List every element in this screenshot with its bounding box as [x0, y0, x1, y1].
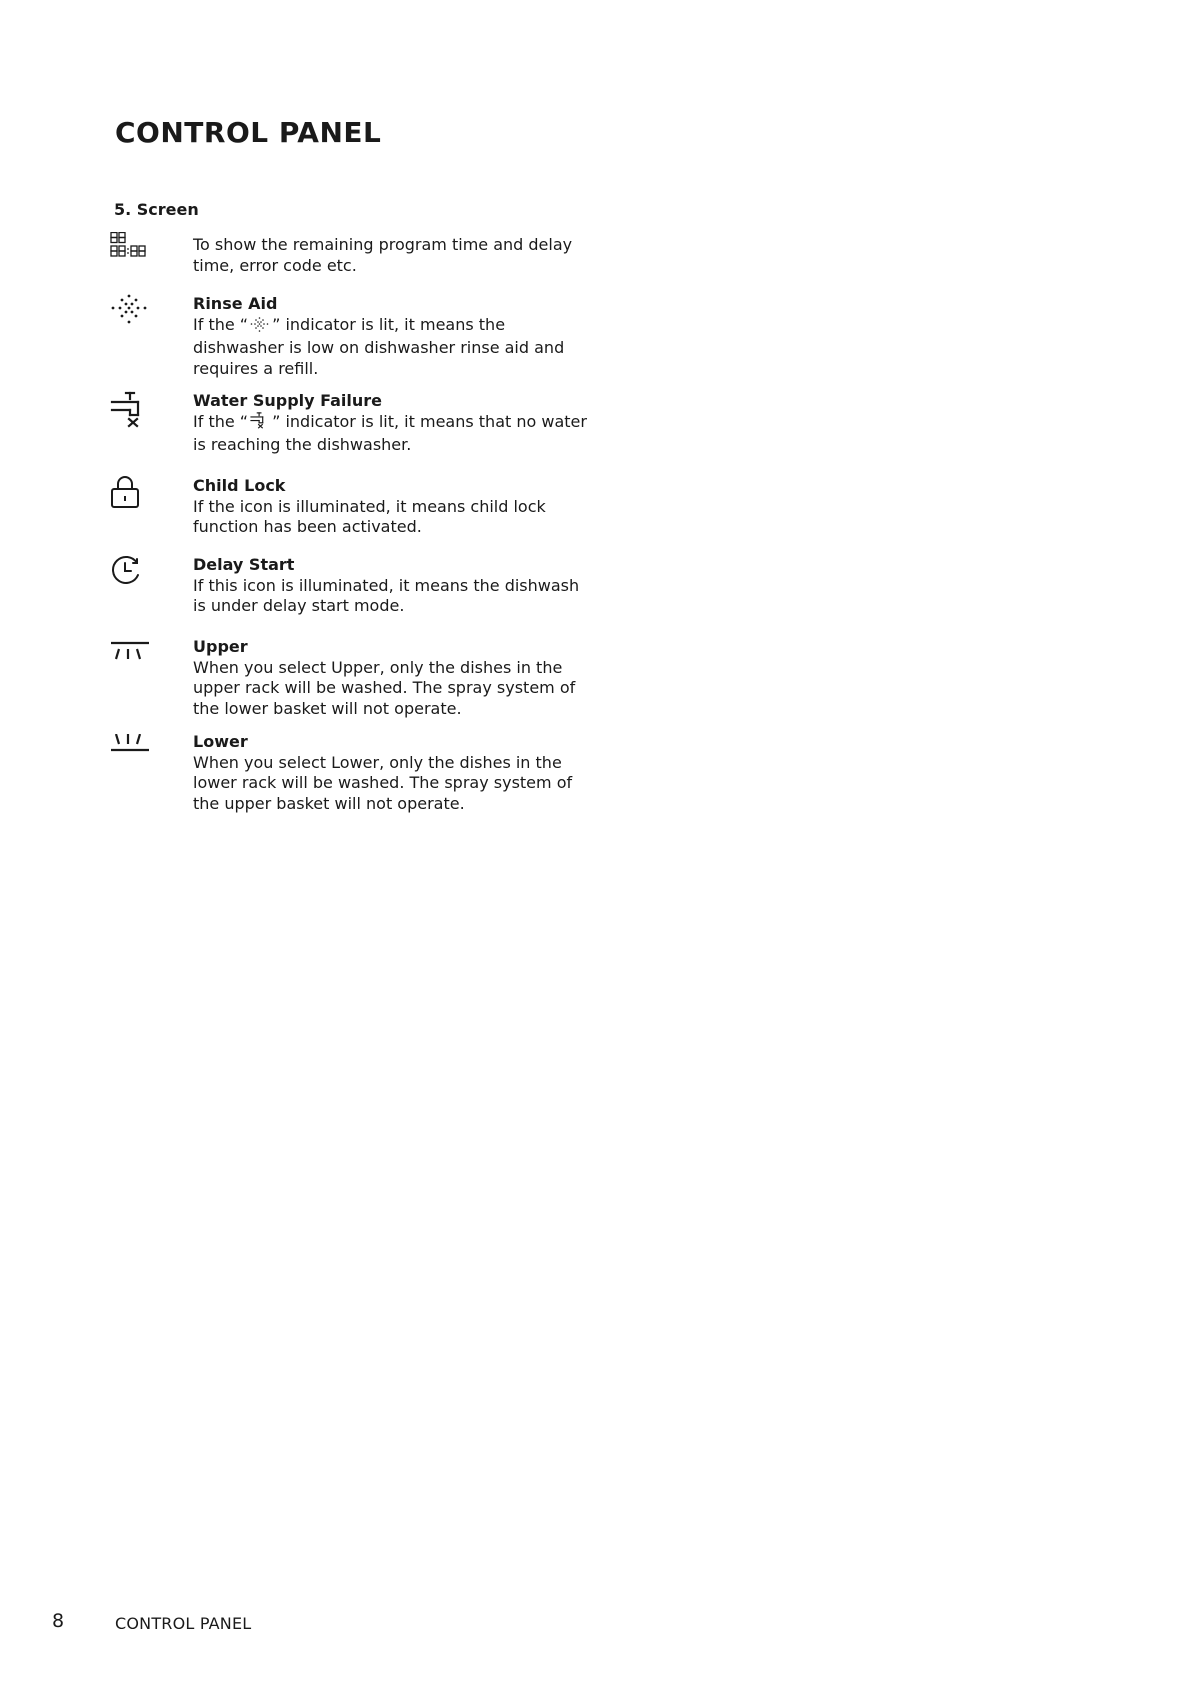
water-tap-inline-icon: [250, 412, 270, 436]
entry-title: Rinse Aid: [193, 294, 278, 313]
entry-description: When you select Lower, only the dishes in the lower rack will be washed. The spray system of the upper basket will not operate.: [193, 752, 573, 813]
lock-icon: [110, 476, 154, 516]
water-tap-icon: [110, 391, 154, 431]
lower-rack-icon: [110, 734, 154, 774]
rinse-aid-icon: [110, 294, 154, 334]
entry-description: If the icon is illuminated, it means child lock function has been activated.: [193, 496, 546, 536]
entry-title: Upper: [193, 637, 248, 656]
clock-icon: [110, 555, 154, 595]
entry-description: If the “ ” indicator is lit, it means the dishwasher is low on dishwasher rinse aid and requires a refill.: [193, 314, 565, 378]
page-number: 8: [52, 1610, 65, 1632]
entry-title: Child Lock: [193, 476, 286, 495]
entry-title: Delay Start: [193, 555, 295, 574]
entry-description: If this icon is illuminated, it means the dishwash is under delay start mode.: [193, 575, 580, 615]
section-heading: 5. Screen: [114, 200, 199, 219]
page-title: CONTROL PANEL: [115, 116, 382, 149]
digit-display-icon: [110, 232, 154, 272]
footer-section-title: CONTROL PANEL: [115, 1614, 252, 1633]
entry-description: If the “ ” indicator is lit, it means that no water is reaching the dishwasher.: [193, 411, 587, 454]
entry-title: Lower: [193, 732, 248, 751]
entry-title: Water Supply Failure: [193, 391, 383, 410]
entry-description: When you select Upper, only the dishes in the upper rack will be washed. The spray system of the lower basket will not operate.: [193, 657, 576, 718]
entry-description: To show the remaining program time and delay time, error code etc.: [193, 235, 573, 275]
upper-rack-icon: [110, 641, 154, 681]
rinse-aid-inline-icon: [250, 317, 270, 339]
